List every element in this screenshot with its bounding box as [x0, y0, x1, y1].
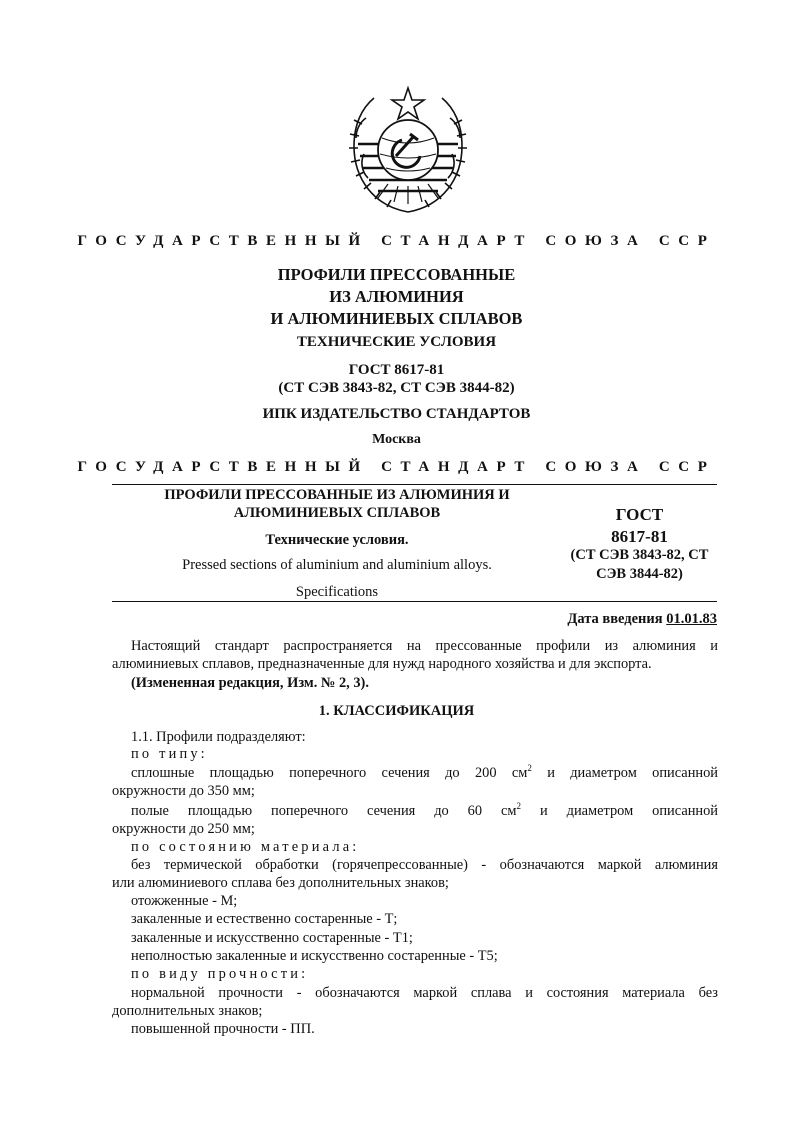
gost-number: 8617-81 — [611, 527, 668, 546]
divider-top — [112, 484, 717, 485]
normal-strength-line-2: дополнительных знаков; — [112, 1003, 263, 1019]
publisher: ИПК ИЗДАТЕЛЬСТВО СТАНДАРТОВ — [262, 406, 531, 422]
standard-subtitle: Технические условия. — [265, 532, 409, 548]
solid-sup: 2 — [527, 763, 532, 774]
by-strength-heading: по виду прочности: — [131, 966, 309, 982]
cev-line-2: СЭВ 3844-82) — [596, 566, 683, 582]
intro-line-1: Настоящий стандарт распространяется на прессованные профили из алюминия и — [131, 638, 718, 654]
quenched-artificial: закаленные и искусственно состаренные - Т1; — [131, 930, 413, 946]
intro-line-2: алюминиевых сплавов, предназначенные для нужд народного хозяйства и для экспорта. — [112, 656, 652, 672]
partial-quench: неполностью закаленные и искусственно состаренные - Т5; — [131, 948, 498, 964]
solid-line-1 — [131, 765, 718, 782]
gost-code: ГОСТ 8617-81 — [348, 362, 445, 378]
no-heat-line-2: или алюминиевого сплава без дополнительных знаков; — [112, 875, 449, 891]
by-state-heading: по состоянию материала: — [131, 839, 360, 855]
section-title: 1. КЛАССИФИКАЦИЯ — [318, 703, 475, 719]
standard-title-en-line-1: Pressed sections of aluminium and aluminium alloys. — [182, 557, 492, 573]
solid-line-2: окружности до 350 мм; — [112, 783, 255, 799]
divider-bottom — [112, 601, 717, 602]
quenched-natural: закаленные и естественно состаренные - Т; — [131, 911, 398, 927]
cev-codes: (СТ СЭВ 3843-82, СТ СЭВ 3844-82) — [278, 380, 515, 396]
hollow-line-1 — [131, 803, 718, 820]
title-line-2: ИЗ АЛЮМИНИЯ — [329, 287, 464, 306]
header-banner-top: ГОСУДАРСТВЕННЫЙ СТАНДАРТ СОЮЗА ССР — [77, 233, 716, 249]
solid-line-1-text: сплошные площадью поперечного сечения до 200 см — [131, 765, 528, 781]
standard-title-line-2: АЛЮМИНИЕВЫХ СПЛАВОВ — [233, 505, 441, 521]
intro-date-label: Дата введения — [567, 611, 663, 627]
hollow-sup: 2 — [516, 801, 522, 812]
amendment-note: (Измененная редакция, Изм. № 2, 3). — [131, 675, 369, 691]
subtitle: ТЕХНИЧЕСКИЕ УСЛОВИЯ — [296, 334, 497, 350]
header-banner-bottom: ГОСУДАРСТВЕННЫЙ СТАНДАРТ СОЮЗА ССР — [77, 459, 716, 475]
hollow-line-1-text: полые площадью поперечного сечения до 60 см — [131, 803, 517, 819]
solid-line-1-end: и диаметром описанной — [531, 765, 718, 781]
intro-date-value: 01.01.83 — [666, 611, 717, 627]
normal-strength-line-1: нормальной прочности - обозначаются маркой сплава и состояния материала без — [131, 985, 718, 1001]
no-heat-line-1: без термической обработки (горячепрессованные) - обозначаются маркой алюминия — [131, 857, 718, 873]
standard-title-en-line-2: Specifications — [295, 584, 379, 600]
title-line-3: И АЛЮМИНИЕВЫХ СПЛАВОВ — [270, 309, 523, 328]
annealed: отожженные - М; — [131, 893, 238, 909]
cev-line-1: (СТ СЭВ 3843-82, СТ — [570, 547, 709, 563]
by-type-heading: по типу: — [131, 746, 208, 762]
gost-label: ГОСТ — [615, 505, 664, 524]
title-line-1: ПРОФИЛИ ПРЕССОВАННЫЕ — [277, 265, 516, 284]
clause-1-1: 1.1. Профили подразделяют: — [131, 729, 306, 745]
hollow-line-1-end: и диаметром описанной — [521, 803, 719, 819]
high-strength: повышенной прочности - ПП. — [131, 1021, 315, 1037]
standard-title-line-1: ПРОФИЛИ ПРЕССОВАННЫЕ ИЗ АЛЮМИНИЯ И — [164, 487, 510, 503]
hollow-line-2: окружности до 250 мм; — [112, 821, 255, 837]
city: Москва — [372, 432, 421, 447]
intro-date — [440, 611, 717, 628]
ussr-emblem-icon — [344, 84, 472, 216]
